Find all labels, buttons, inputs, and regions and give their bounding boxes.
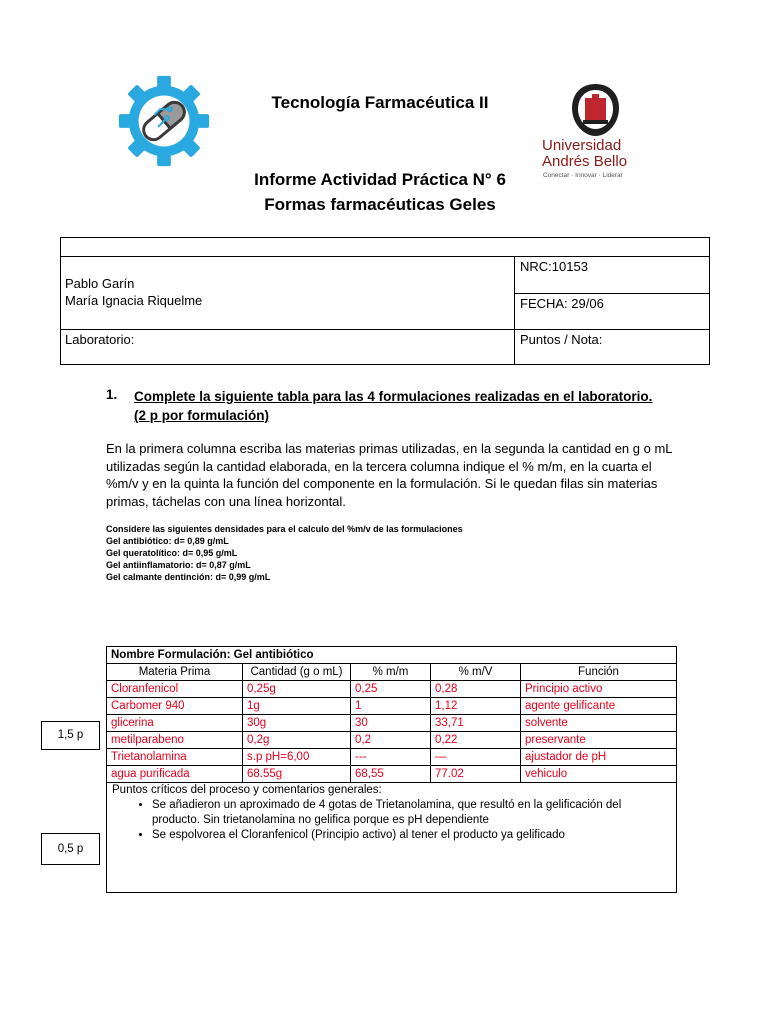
table-row [107, 749, 677, 766]
table-cell: metilparabeno [107, 732, 243, 749]
table-row [107, 766, 677, 783]
table-cell: preservante [521, 732, 677, 749]
density-item: Gel calmante dentinción: d= 0,99 g/mL [106, 572, 271, 582]
student-name: María Ignacia Riquelme [65, 293, 203, 308]
report-title: Informe Actividad Práctica N° 6 [254, 170, 506, 189]
university-tagline: Conectar · Innovar · Liderar [543, 172, 623, 179]
university-name-line1: Universidad [542, 137, 622, 154]
table-cell: 77.02 [431, 766, 521, 783]
table-cell: — [431, 749, 521, 766]
fecha-value: FECHA: 29/06 [520, 296, 604, 311]
table-cell: 68.55g [243, 766, 351, 783]
table-cell: Trietanolamina [107, 749, 243, 766]
table-cell: 0,28 [431, 681, 521, 698]
table-cell: 68,55 [351, 766, 431, 783]
course-title: Tecnología Farmacéutica II [271, 93, 489, 112]
score-box: 1,5 p [41, 721, 100, 750]
university-logo [540, 82, 650, 187]
score-box: 0,5 p [41, 833, 100, 865]
gear-capsule-logo [115, 72, 213, 170]
comments-list [112, 798, 671, 843]
table-cell: agua purificada [107, 766, 243, 783]
formulation-table [106, 646, 677, 783]
table-cell: Principio activo [521, 681, 677, 698]
table-cell: 0,25g [243, 681, 351, 698]
table-row [107, 681, 677, 698]
table-cell: s.p pH=6,00 [243, 749, 351, 766]
table-cell: 0,2g [243, 732, 351, 749]
table-cell: 0,2 [351, 732, 431, 749]
density-item: Gel queratolítico: d= 0,95 g/mL [106, 548, 238, 558]
table-cell: solvente [521, 715, 677, 732]
question-line: Complete la siguiente tabla para las 4 formulaciones realizadas en el laboratorio. [134, 389, 653, 404]
table-cell: 0,22 [431, 732, 521, 749]
table-header-row [107, 664, 677, 681]
table-cell: glicerina [107, 715, 243, 732]
comments-box [106, 782, 677, 893]
nrc-value: NRC:10153 [520, 259, 588, 274]
formulation-name: Nombre Formulación: Gel antibiótico [107, 647, 677, 664]
column-header: Cantidad (g o mL) [243, 664, 351, 681]
info-top-strip [61, 238, 709, 257]
table-cell: 33,71 [431, 715, 521, 732]
info-divider [514, 293, 710, 294]
comments-heading: Puntos críticos del proceso y comentarios generales: [112, 784, 382, 796]
comment-item: • Se añadieron un aproximado de 4 gotas de Trietanolamina, que resultó en la gelificación del producto. Sin trietanolamina no gelifica porque es pH dependiente [152, 798, 671, 828]
column-header: % m/m [351, 664, 431, 681]
table-row [107, 732, 677, 749]
student-name: Pablo Garín [65, 276, 135, 291]
column-header: Materia Prima [107, 664, 243, 681]
table-cell: Cloranfenicol [107, 681, 243, 698]
table-row [107, 715, 677, 732]
table-cell: 30 [351, 715, 431, 732]
table-cell: 1 [351, 698, 431, 715]
university-name-line2: Andrés Bello [542, 153, 628, 170]
instructions-paragraph: En la primera columna escriba las materias primas utilizadas, en la segunda la cantidad en g o mL utilizadas según la cantidad elaborada, en la tercera columna indique el % m/m, en la cuarta el %m/v y en la quinta la función del componente en la formulación. Si le quedan filas sin materias primas, táchelas con una línea horizontal. [106, 441, 673, 509]
laboratorio-label: Laboratorio: [65, 332, 135, 347]
question-heading [134, 387, 652, 425]
question-line: (2 p por formulación) [134, 408, 269, 423]
report-subtitle: Formas farmacéuticas Geles [264, 195, 496, 214]
table-row [107, 698, 677, 715]
comment-item: • Se espolvorea el Cloranfenicol (Principio activo) al tener el producto ya gelificado [152, 828, 671, 843]
density-item: Gel antibiótico: d= 0,89 g/mL [106, 536, 229, 546]
table-cell: 30g [243, 715, 351, 732]
table-cell: 1,12 [431, 698, 521, 715]
densities-block [106, 523, 463, 583]
table-cell: 0,25 [351, 681, 431, 698]
column-header: % m/V [431, 664, 521, 681]
table-cell: ajustador de pH [521, 749, 677, 766]
question-number: 1. [106, 387, 118, 402]
densities-heading: Considere las siguientes densidades para el calculo del %m/v de las formulaciones [106, 524, 463, 534]
column-header: Función [521, 664, 677, 681]
info-divider [514, 256, 515, 365]
table-cell: 1g [243, 698, 351, 715]
density-item: Gel antiinflamatorio: d= 0,87 g/mL [106, 560, 251, 570]
table-cell: Carbomer 940 [107, 698, 243, 715]
university-emblem-icon [568, 82, 623, 140]
table-cell: vehiculo [521, 766, 677, 783]
student-info-table [60, 237, 710, 365]
table-cell: agente gelificante [521, 698, 677, 715]
table-cell: --- [351, 749, 431, 766]
puntos-label: Puntos / Nota: [520, 332, 603, 347]
info-divider [61, 329, 709, 330]
